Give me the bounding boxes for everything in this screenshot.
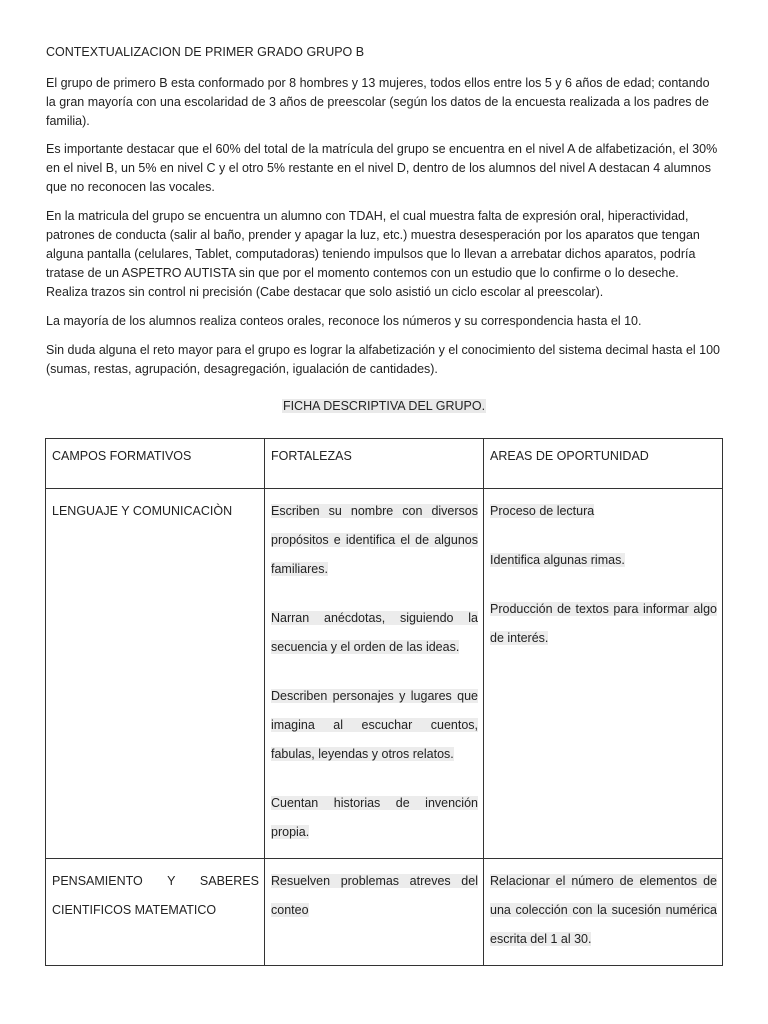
fortalezas-cell xyxy=(265,859,484,966)
paragraph: Es importante destacar que el 60% del total de la matrícula del grupo se encuentra en el nivel A de alfabetización, el 30% en el nivel B, un 5% en nivel C y el otro 5% restante en el nivel D, dentro de los alumnos del nivel A destacan 4 alumnos que no reconocen las vocales. xyxy=(46,142,718,194)
fortaleza-item xyxy=(271,789,478,847)
campo-line: CIENTIFICOS MATEMATICO xyxy=(52,903,217,917)
document-title: CONTEXTUALIZACION DE PRIMER GRADO GRUPO B xyxy=(46,45,365,59)
campo-word: SABERES xyxy=(199,874,259,888)
area-item xyxy=(490,595,717,653)
fortaleza-item xyxy=(271,682,478,769)
campo-text xyxy=(52,867,259,925)
area-item xyxy=(490,497,717,526)
areas-cell xyxy=(484,489,723,859)
paragraph: Sin duda alguna el reto mayor para el grupo es lograr la alfabetización y el conocimiento del sistema decimal hasta el 100 (sumas, restas, agrupación, desagregación, igualación de cantidades). xyxy=(46,343,720,376)
campo-word: Y xyxy=(167,874,176,888)
campo-cell xyxy=(46,859,265,966)
area-text: Relacionar el número de elementos de una colección con la sucesión numérica escrita del 1 al 30. xyxy=(490,874,717,946)
fortaleza-item xyxy=(271,497,478,584)
table-title-text: FICHA DESCRIPTIVA DEL GRUPO. xyxy=(282,399,486,413)
fortaleza-text: Resuelven problemas atreves del conteo xyxy=(271,874,478,917)
paragraph: En la matricula del grupo se encuentra un alumno con TDAH, el cual muestra falta de expresión oral, hiperactividad, patrones de conducta (salir al baño, prender y apagar la luz, etc.) muestra desesperación por los aparatos que tengan alguna pantalla (celulares, Tablet, computadoras) teniendo impulsos que lo llevan a arrebatar dichos aparatos, podría tratase de un ASPETRO AUTISTA sin que por el momento contemos con un estudio que lo confirme o lo deseche. Realiza trazos sin control ni precisión (Cabe destacar que solo asistió un ciclo escolar al preescolar). xyxy=(46,209,700,299)
header-areas: AREAS DE OPORTUNIDAD xyxy=(484,439,723,489)
area-item xyxy=(490,867,717,954)
fortaleza-text: Cuentan historias de invención propia. xyxy=(271,796,478,839)
area-text: Proceso de lectura xyxy=(490,504,595,518)
fortaleza-text: Describen personajes y lugares que imagina al escuchar cuentos, fabulas, leyendas y otros relatos. xyxy=(271,689,478,761)
table-row xyxy=(46,859,723,966)
campo-text: LENGUAJE Y COMUNICACIÒN xyxy=(52,504,233,518)
fortaleza-item xyxy=(271,867,478,925)
campo-word: PENSAMIENTO xyxy=(52,874,143,888)
descriptive-table xyxy=(45,438,723,966)
fortalezas-cell xyxy=(265,489,484,859)
campo-line xyxy=(52,867,259,896)
table-header-row xyxy=(46,439,723,489)
table-title xyxy=(0,399,768,413)
area-item xyxy=(490,546,717,575)
paragraph: El grupo de primero B esta conformado por 8 hombres y 13 mujeres, todos ellos entre los 5 y 6 años de edad; contando la gran mayoría con una escolaridad de 3 años de preescolar (según los datos de la encuesta realizada a los padres de familia). xyxy=(46,76,710,128)
areas-cell xyxy=(484,859,723,966)
fortaleza-text: Narran anécdotas, siguiendo la secuencia y el orden de las ideas. xyxy=(271,611,478,654)
header-campos: CAMPOS FORMATIVOS xyxy=(46,439,265,489)
header-fortalezas: FORTALEZAS xyxy=(265,439,484,489)
fortaleza-text: Escriben su nombre con diversos propósitos e identifica el de algunos familiares. xyxy=(271,504,478,576)
table-row xyxy=(46,489,723,859)
campo-cell xyxy=(46,489,265,859)
fortaleza-item xyxy=(271,604,478,662)
area-text: Producción de textos para informar algo de interés. xyxy=(490,602,717,645)
paragraph: La mayoría de los alumnos realiza conteos orales, reconoce los números y su correspondencia hasta el 10. xyxy=(46,314,642,328)
area-text: Identifica algunas rimas. xyxy=(490,553,625,567)
